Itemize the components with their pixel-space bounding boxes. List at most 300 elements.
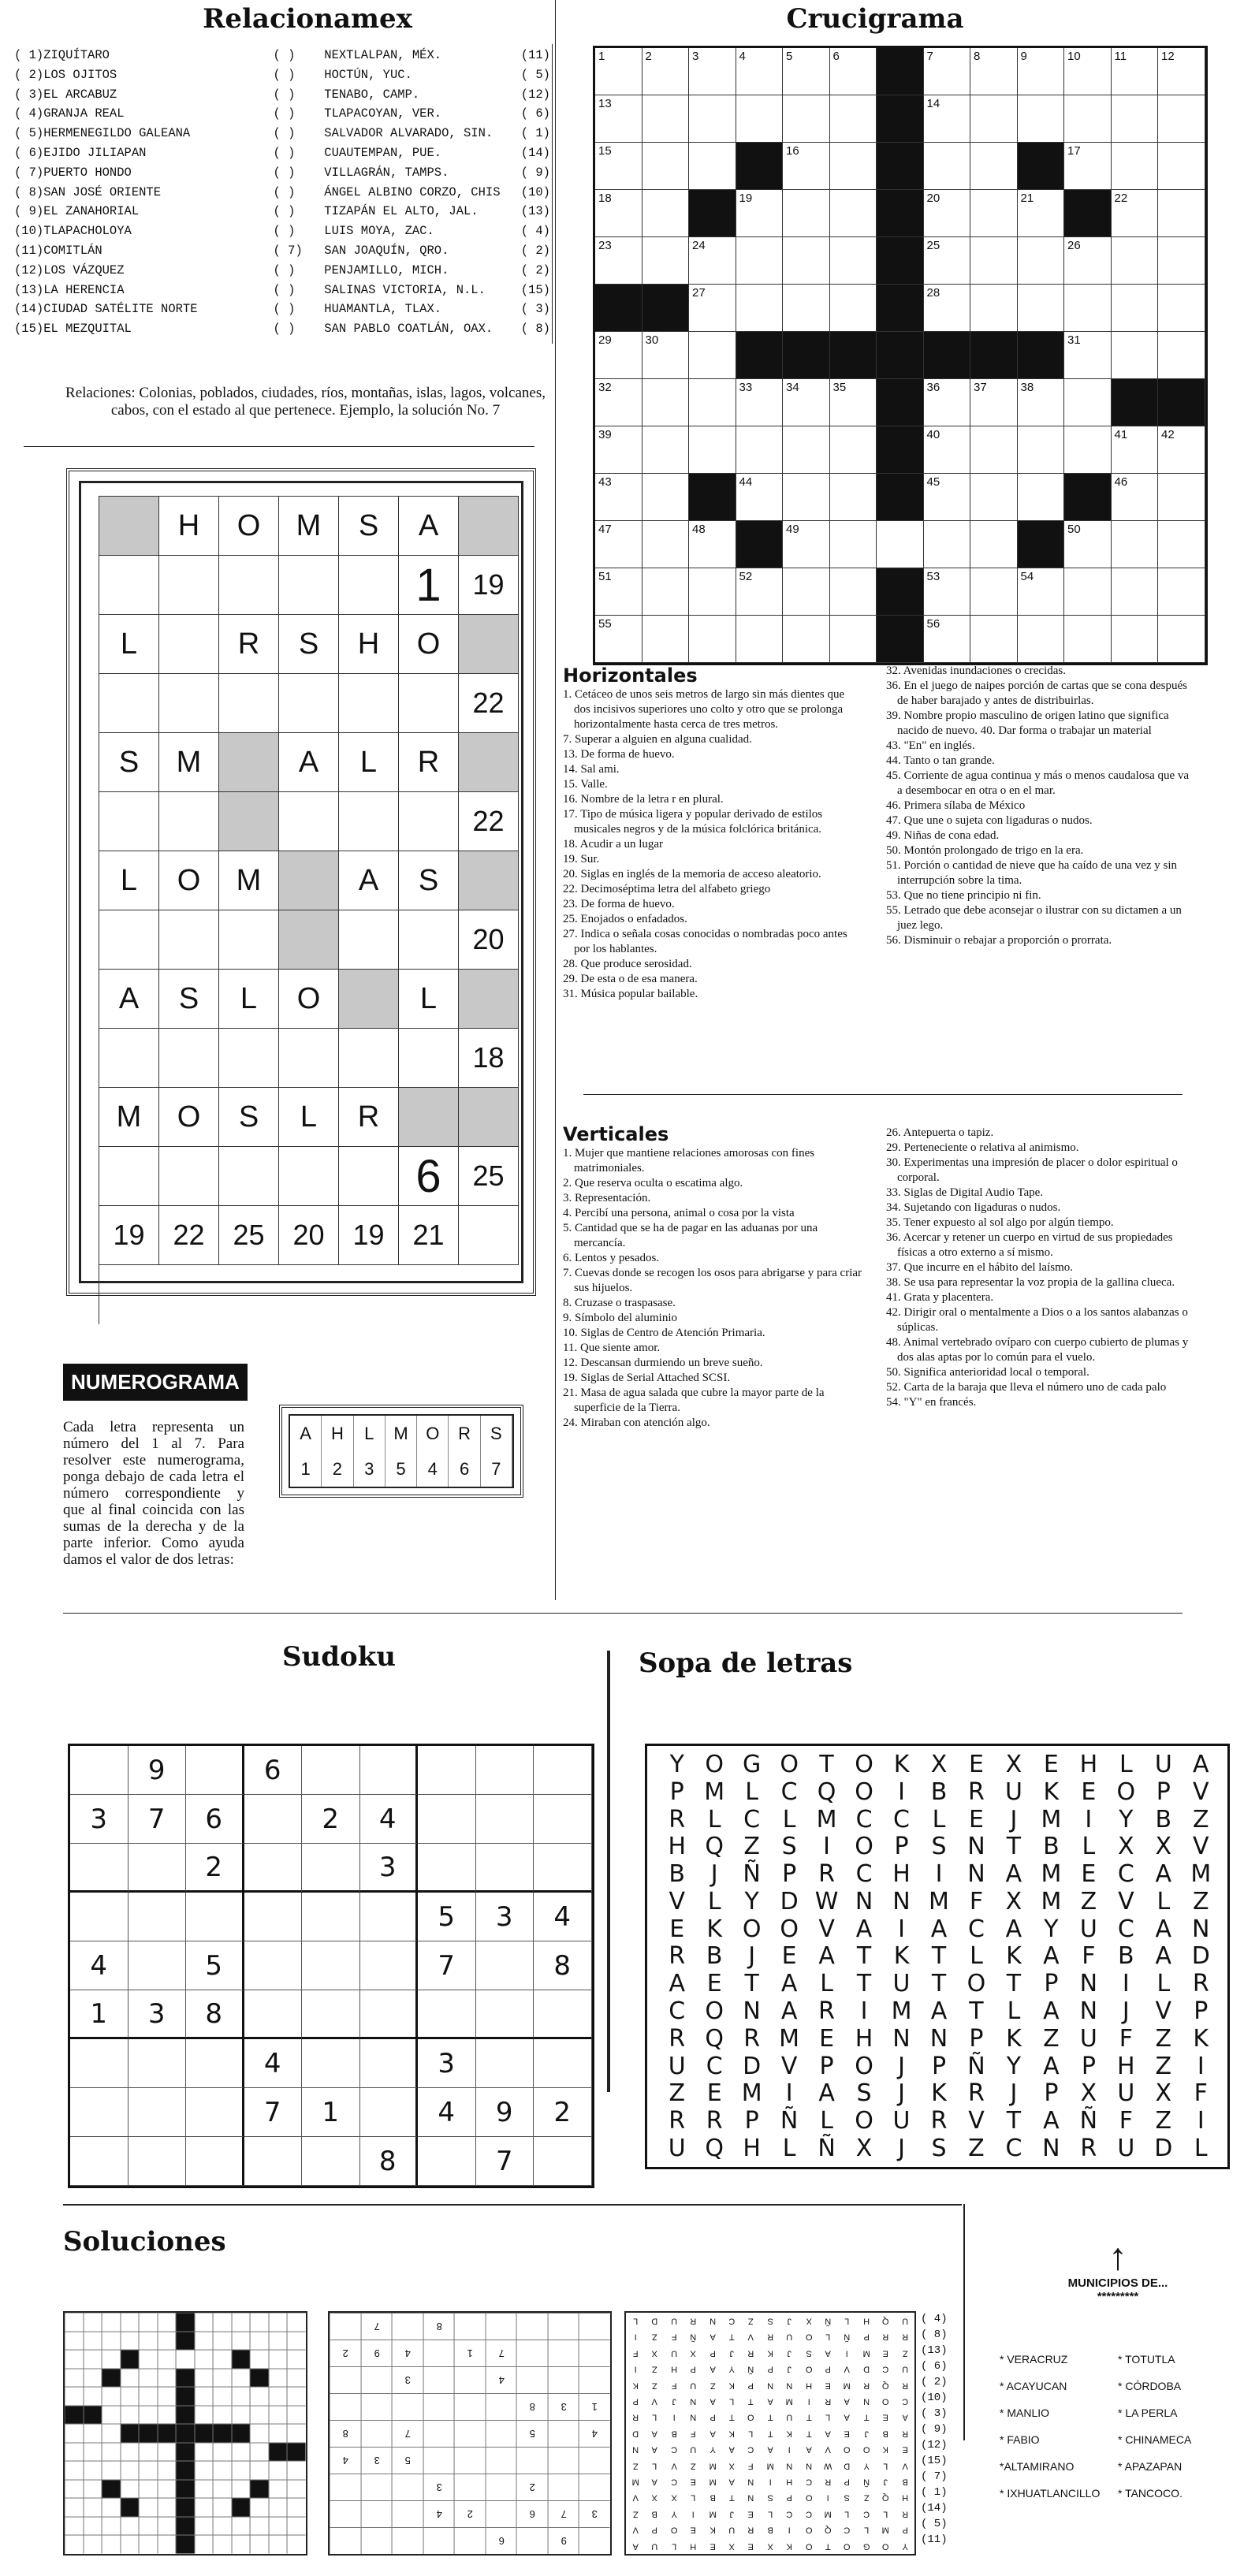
sol-sopa-cell: Z [710,2380,716,2390]
crossword-cell [877,426,924,474]
relacionamex-row [14,85,550,105]
sol-sopa-cell: C [805,2477,812,2487]
sol-sud-cell [423,2366,455,2393]
crossword-cell [1112,332,1159,379]
relacionamex-cell: (13)LA HERENCIA [14,282,125,297]
clue: 27. Indica o señala cosas conocidas o nombradas poco antes por los hablantes. [563,928,847,955]
sol-cw-cell [195,2480,214,2499]
key-number: 4 [417,1451,449,1487]
sol-cw-cell [269,2387,288,2406]
sol-sopa-cell: A [651,2429,658,2438]
crossword-cell [970,568,1018,616]
numerograma-cell [99,792,159,851]
sol-sopa-cell: J [672,2396,676,2407]
sol-sopa-cell: Z [652,2364,657,2374]
sol-sopa-cell: Z [902,2348,908,2358]
sopa-letter: E [706,2079,722,2108]
clue: 36. Acercar y retener un cuerpo en virtud de sus propiedades físicas a otro externo a sí mismo. [886,1231,1173,1259]
sopa-letter: Z [968,2135,985,2163]
sudoku-cell [302,2137,360,2186]
sol-sopa-cell: S [844,2492,851,2503]
sol-sopa-cell: X [806,2316,812,2326]
sopa-letter: K [1043,1778,1060,1806]
clue: 28. Que produce serosidad. [563,958,692,970]
sol-cw-cell [287,2424,306,2443]
sol-relaciona-num: (13) [921,2344,948,2357]
sudoku-cell [186,2137,244,2186]
sol-sopa-cell: H [805,2380,812,2390]
sol-cw-cell [195,2406,214,2425]
relacionamex-row [14,221,550,241]
crossword-cell [595,95,642,143]
sopa-letter: H [668,1833,686,1861]
sol-cw-cell [213,2480,232,2499]
sol-sopa-cell: B [902,2477,908,2487]
sol-sopa-cell: K [882,2444,889,2455]
crossword-cell [924,379,971,426]
sopa-letter: C [669,1997,686,2026]
sol-sud-cell [548,2313,579,2340]
clue: 56. Disminuir o rebajar a proporción o prorrata. [886,934,1112,947]
clue: 23. De forma de huevo. [563,898,675,910]
crossword-cell [924,143,971,190]
crossword-cell [736,426,784,474]
crossword-cell [924,190,971,237]
key-letter: M [385,1416,417,1451]
sol-sud-cell [361,2527,393,2554]
sopa-letter: B [1043,1833,1060,1861]
sol-cw-cell [269,2332,288,2351]
relacionamex-title: Relacionamex [203,3,412,35]
crossword-cell [924,332,971,379]
sol-sopa-cell: L [844,2316,850,2326]
crossword-cell [877,616,924,663]
numerograma-cell [219,733,279,792]
sopa-letter: P [744,2107,759,2135]
sol-sopa-cell: I [826,2492,829,2503]
crossword-cell [924,237,971,285]
sopa-letter: X [1005,1887,1022,1915]
sopa-letter: R [1192,1970,1209,1998]
sopa-letter: P [819,2052,834,2080]
clue: 7. Cuevas donde se recogen los osos para abrigarse y para criar sus hijuelos. [563,1267,862,1294]
numerograma-cell: 22 [459,674,519,733]
clue: 13. De forma de huevo. [563,748,675,761]
sol-relaciona-num: (14) [921,2502,948,2515]
crossword-number: 46 [1114,475,1128,489]
sopa-letter: Z [1192,1805,1209,1833]
relacionamex-cell: ( 6)EJIDO JILIAPAN [14,145,147,160]
sol-sopa-cell: Z [652,2380,657,2390]
sol-sopa-cell: X [651,2492,658,2503]
crossword-cell [595,474,642,521]
crossword-cell [736,521,784,568]
sol-sopa-cell: U [690,2380,697,2390]
clue: 47. Que une o sujeta con ligaduras o nudos. [886,814,1093,827]
sopa-letter: O [855,1778,873,1806]
crossword-cell [1112,616,1159,663]
sol-cw-cell [269,2369,288,2388]
relacionamex-cell: ( 5)HERMENEGILDO GALEANA [14,126,191,141]
clue: 43. "En" en inglés. [886,739,975,752]
sol-sud-cell: 8 [330,2420,361,2447]
sudoku-cell: 8 [534,1941,592,1990]
sopa-letter: R [968,2079,985,2108]
sopa-letter: B [930,1778,948,1806]
sopa-letter: A [1043,2107,1060,2135]
sol-sud-cell [361,2366,393,2393]
sudoku-cell: 1 [302,2088,360,2137]
sol-sopa-cell: W [824,2460,832,2470]
crossword-cell [689,237,736,285]
sudoku-cell: 9 [476,2088,534,2137]
sopa-letter: X [1155,2079,1172,2108]
sol-cw-cell [158,2406,177,2425]
sol-cw-cell [232,2461,251,2480]
sopa-letter: Ñ [1079,2107,1098,2135]
crossword-cell [970,379,1018,426]
sol-sopa-cell: E [902,2444,908,2455]
relacionamex-cell: ( ) [273,165,296,180]
crossword-number: 41 [1114,428,1128,441]
clue: 15. Valle. [563,778,608,791]
crossword-cell [924,285,971,332]
sol-cw-cell [232,2313,251,2332]
sudoku-cell: 7 [244,2088,303,2137]
sol-sud-cell [423,2340,455,2366]
key-number: 6 [449,1451,480,1487]
sol-sopa-cell: T [806,2429,812,2438]
sol-sopa-cell: S [806,2348,812,2358]
sudoku-cell: 5 [418,1893,476,1941]
sopa-letter: O [742,1915,762,1943]
crossword-cell [924,616,971,663]
sol-relaciona-num: (15) [921,2455,948,2467]
sol-sopa-cell: I [769,2477,772,2487]
sol-sopa-cell: L [883,2460,888,2470]
sopa-letter: E [1081,1860,1097,1889]
numerograma-cell [339,1147,399,1206]
crossword-cell [877,521,924,568]
sudoku-cell [244,1795,303,1844]
sol-sopa-cell: Q [882,2492,889,2503]
sol-sopa-cell: N [786,2460,793,2470]
numerograma-instructions: Cada letra representa un número del 1 al 7. Para resolver este numerograma, ponga debajo de cada letra el número correspondiente y que al final coincida con las sumas de la derecha y de la parte inferior. Como ayuda damos el valor de dos letras: [63,1419,244,1568]
key-letter: R [449,1416,480,1451]
sol-cw-cell [158,2424,177,2443]
sopa-letter: O [855,1833,873,1861]
numerograma-cell [219,556,279,615]
sol-cw-cell [213,2387,232,2406]
sol-sopa-cell: Z [632,2509,639,2518]
clue: 39. Nombre propio masculino de origen latino que significa nacido de nuevo. 40. Dar forma o trabajar un material [886,709,1169,737]
sopa-letter: A [1005,1915,1022,1943]
sol-sud-cell: 8 [423,2313,455,2340]
numerograma-cell [219,1147,279,1206]
key-letter: O [417,1416,449,1451]
crossword-cell [595,616,642,663]
sol-sopa-cell: H [863,2316,870,2326]
crossword-cell [1018,521,1065,568]
sol-sopa-cell: A [844,2412,851,2422]
solucion-crucigrama [63,2311,307,2556]
sol-cw-cell [213,2517,232,2536]
sol-cw-cell [121,2406,140,2425]
sol-cw-cell [195,2350,214,2369]
sol-sopa-cell: K [728,2429,735,2438]
sudoku-cell: 9 [128,1746,187,1795]
crossword-cell [830,285,877,332]
sol-cw-cell [139,2369,158,2388]
sol-sud-cell [548,2340,579,2366]
relacionamex-row [14,261,550,281]
sol-cw-cell [213,2369,232,2388]
sol-sud-cell: 4 [330,2447,361,2474]
clue: 12. Descansan durmiendo un breve sueño. [563,1357,763,1369]
sol-cw-cell [287,2387,306,2406]
sol-cw-cell [213,2424,232,2443]
sol-sud-cell: 7 [392,2420,423,2447]
sopa-letter: C [1117,1860,1134,1889]
crossword-cell [1158,143,1205,190]
sopa-letter: A [818,1942,835,1971]
sol-cw-cell [287,2332,306,2351]
sol-sopa-cell: N [632,2444,639,2455]
sol-cw-cell [84,2406,102,2425]
clue: 32. Avenidas inundaciones o crecidas. [886,664,1066,677]
sopa-letter: U [892,1970,911,1998]
sol-sud-cell [579,2474,610,2500]
sudoku-cell: 4 [360,1795,419,1844]
sol-cw-cell [65,2313,84,2332]
relacionamex-cell: ( ) [273,262,296,277]
sol-sopa-cell: L [844,2509,850,2518]
crossword-cell [1158,332,1205,379]
numerograma-cell [279,910,339,970]
municipio-item: * ACAYUCAN [1000,2380,1067,2392]
crossword-number: 28 [926,286,940,300]
sol-sopa-cell: Z [748,2316,754,2326]
clue: 33. Siglas de Digital Audio Tape. [886,1186,1044,1199]
sopa-letter: Y [669,1750,684,1778]
sol-cw-cell [232,2350,251,2369]
sopa-letter: P [1044,1970,1059,1998]
sudoku-cell: 5 [186,1941,244,1990]
sol-cw-cell [139,2350,158,2369]
sol-sopa-cell: G [862,2541,870,2551]
relacionamex-cell: ( 9) [520,165,550,180]
sopa-letter: H [1117,2052,1135,2080]
numerograma-cell: R [339,1088,399,1147]
sudoku-cell [302,1844,360,1893]
crossword-cell [877,48,924,95]
sol-sopa-cell: X [651,2348,658,2358]
key-letter: A [290,1416,322,1451]
sol-cw-cell [102,2369,121,2388]
sol-cw-cell [195,2424,214,2443]
sol-sopa-cell: M [844,2380,851,2390]
sol-cw-cell [121,2313,140,2332]
sol-sopa-cell: H [671,2364,677,2374]
sol-cw-cell [232,2535,251,2554]
numerograma-cell: 18 [459,1029,519,1088]
sol-relaciona-num: ( 2) [921,2376,948,2388]
sol-cw-cell [269,2480,288,2499]
sol-cw-cell [269,2350,288,2369]
sudoku-cell [418,1844,476,1893]
horizontales-heading: Horizontales [563,664,698,687]
key-letter: L [354,1416,385,1451]
crossword-cell [642,95,690,143]
sol-cw-cell [287,2350,306,2369]
sopa-letter: Z [1192,1887,1209,1915]
sol-sud-cell: 7 [361,2313,393,2340]
sopa-letter: M [1190,1860,1212,1889]
sopa-letter: Y [744,1887,759,1915]
sol-sopa-cell: O [882,2541,889,2551]
municipios-box [1000,2236,1236,2507]
crossword-cell [1158,48,1205,95]
sopa-letter: E [706,1970,722,1998]
sol-cw-cell [287,2498,306,2517]
sol-cw-cell [287,2461,306,2480]
sol-cw-cell [195,2517,214,2536]
numerograma-cell [99,556,159,615]
sudoku-cell [302,1893,360,1941]
numerograma-cell [459,970,519,1029]
sopa-letter: I [935,1860,943,1889]
sol-cw-cell [121,2480,140,2499]
crossword-cell [1018,285,1065,332]
sudoku-cell [244,1990,303,2039]
sudoku-cell [128,1844,187,1893]
crossword-cell [1158,379,1205,426]
sopa-letter: N [1042,2135,1060,2163]
relacionamex-row [14,46,550,65]
crossword-number: 55 [598,617,612,631]
sol-sopa-cell: X [767,2541,773,2551]
crossword-cell [1158,190,1205,237]
sopa-letter: M [891,1997,912,2026]
sol-cw-cell [287,2369,306,2388]
sol-cw-cell [176,2443,195,2462]
sopa-letter: K [1006,1942,1022,1971]
clue: 49. Niñas de cona edad. [886,829,1000,842]
crossword-cell [877,474,924,521]
sol-cw-cell [269,2313,288,2332]
relacionamex-cell: (14) [520,145,550,160]
numerograma-cell [339,970,399,1029]
sudoku-cell [70,1844,128,1893]
sopa-letter: C [855,1805,873,1833]
numerograma-cell: S [159,970,219,1029]
sol-sopa-cell: A [767,2396,773,2407]
relacionamex-row [14,241,550,261]
sol-relaciona-num: (10) [921,2392,948,2404]
sol-sopa-cell: N [805,2460,812,2470]
sol-sud-cell: 7 [548,2500,579,2527]
numerograma-cell: O [279,970,339,1029]
sopa-letter: I [1197,2052,1205,2080]
sol-sopa-cell: I [634,2364,637,2374]
sol-sopa-cell: F [748,2460,754,2470]
sol-sopa-cell: V [825,2444,831,2455]
sol-sopa-cell: P [632,2396,639,2407]
sol-cw-cell [195,2443,214,2462]
sudoku-cell [534,1844,592,1893]
sopa-letter: M [704,1778,725,1806]
sol-cw-cell [250,2517,269,2536]
sopa-letter: F [1119,2107,1133,2135]
sol-cw-cell [213,2443,232,2462]
sudoku-cell: 8 [186,1990,244,2039]
key-number: 7 [481,1451,512,1487]
sol-cw-cell [158,2369,177,2388]
numerograma-cell: S [399,851,459,910]
numerograma-cell [399,674,459,733]
numerograma-cell: 19 [459,556,519,615]
sopa-letter: U [668,2135,686,2163]
numerograma-cell: O [219,497,279,556]
sol-sud-cell: 7 [486,2340,517,2366]
sol-sopa-cell: Q [824,2525,832,2535]
crossword-cell [1064,521,1112,568]
sol-sopa-cell: K [632,2380,639,2390]
sol-cw-cell [250,2313,269,2332]
crossword-cell [736,95,784,143]
sopa-letter: V [818,1915,835,1943]
relacionamex-cell: (10)TLAPACHOLOYA [14,224,132,239]
sol-sopa-cell: C [671,2444,677,2455]
sol-sopa-cell: I [846,2348,849,2358]
crossword-number: 33 [739,381,753,394]
sol-sud-cell: 5 [392,2447,423,2474]
sudoku-cell: 4 [244,2039,303,2088]
sol-sud-cell: 9 [548,2527,579,2554]
sopa-letter: R [706,2107,723,2135]
sol-sud-cell [548,2474,579,2500]
sol-cw-cell [176,2406,195,2425]
sol-sopa-cell: B [671,2429,677,2438]
sol-cw-cell [121,2535,140,2554]
sopa-letter: K [706,1915,723,1943]
sopa-letter: F [1194,2079,1208,2108]
sol-sopa-cell: A [710,2332,716,2342]
sol-cw-cell [65,2332,84,2351]
sol-relaciona-num: ( 8) [921,2328,948,2341]
sol-sopa-cell: P [902,2525,908,2535]
crossword-number: 53 [926,570,940,583]
relacionamex-row [14,202,550,221]
sopa-letter: E [819,2024,835,2053]
crossword-number: 45 [926,475,940,489]
sol-sopa-cell: I [807,2396,810,2407]
sopa-letter: V [1118,1887,1134,1915]
sol-cw-cell [269,2517,288,2536]
sol-sopa-cell: E [825,2380,831,2390]
sol-cw-cell [102,2443,121,2462]
relacionamex-cell: ( ) [273,322,296,337]
sol-sopa-cell: O [844,2444,851,2455]
sol-sopa-cell: V [671,2460,677,2470]
sopa-letter: K [893,1942,910,1971]
sol-sopa-cell: L [883,2509,888,2518]
crossword-number: 30 [645,333,659,347]
clue: 4. Percibí una persona, animal o cosa por la vista [563,1207,795,1219]
sopa-letter: P [1194,1997,1209,2026]
crossword-cell [1158,568,1205,616]
clue: 41. Grata y placentera. [886,1291,994,1304]
